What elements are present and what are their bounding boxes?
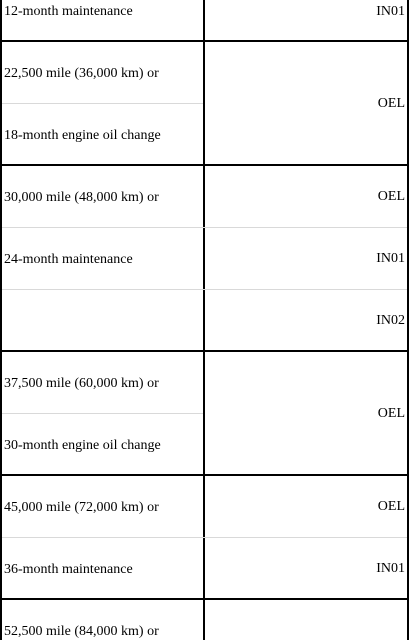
table-row xyxy=(0,0,409,41)
table-row xyxy=(0,166,409,351)
code-cell: OEL xyxy=(377,189,405,204)
table-border xyxy=(203,600,205,640)
table-row xyxy=(0,600,409,640)
interval-cell: 22,500 mile (36,000 km) or xyxy=(4,66,159,81)
code-cell: OEL xyxy=(377,499,405,514)
table-row xyxy=(0,476,409,599)
table-row xyxy=(0,42,409,165)
interval-cell: 52,500 mile (84,000 km) or xyxy=(4,624,159,639)
interval-cell: 36-month maintenance xyxy=(4,562,133,577)
interval-cell: 45,000 mile (72,000 km) or xyxy=(4,500,159,515)
table-border xyxy=(203,352,205,475)
table-border xyxy=(203,166,205,351)
code-cell: OEL xyxy=(377,406,405,421)
cell-separator xyxy=(2,537,407,538)
code-cell: OEL xyxy=(377,96,405,111)
code-cell: IN02 xyxy=(376,313,405,328)
cell-separator xyxy=(2,227,407,228)
interval-cell: 12-month maintenance xyxy=(4,4,133,19)
interval-cell: 18-month engine oil change xyxy=(4,128,161,143)
interval-cell: 37,500 mile (60,000 km) or xyxy=(4,376,159,391)
table-row xyxy=(0,352,409,475)
interval-cell: 24-month maintenance xyxy=(4,252,133,267)
table-border xyxy=(0,0,2,41)
table-border xyxy=(203,0,205,41)
cell-separator xyxy=(2,103,203,104)
cell-separator xyxy=(2,289,407,290)
interval-cell: 30-month engine oil change xyxy=(4,438,161,453)
interval-cell: 30,000 mile (48,000 km) or xyxy=(4,190,159,205)
code-cell: IN01 xyxy=(376,251,405,266)
cell-separator xyxy=(2,413,203,414)
code-cell: IN01 xyxy=(376,4,405,19)
code-cell: IN01 xyxy=(376,561,405,576)
table-border xyxy=(203,42,205,165)
table-border xyxy=(0,600,2,640)
table-border xyxy=(0,166,2,351)
